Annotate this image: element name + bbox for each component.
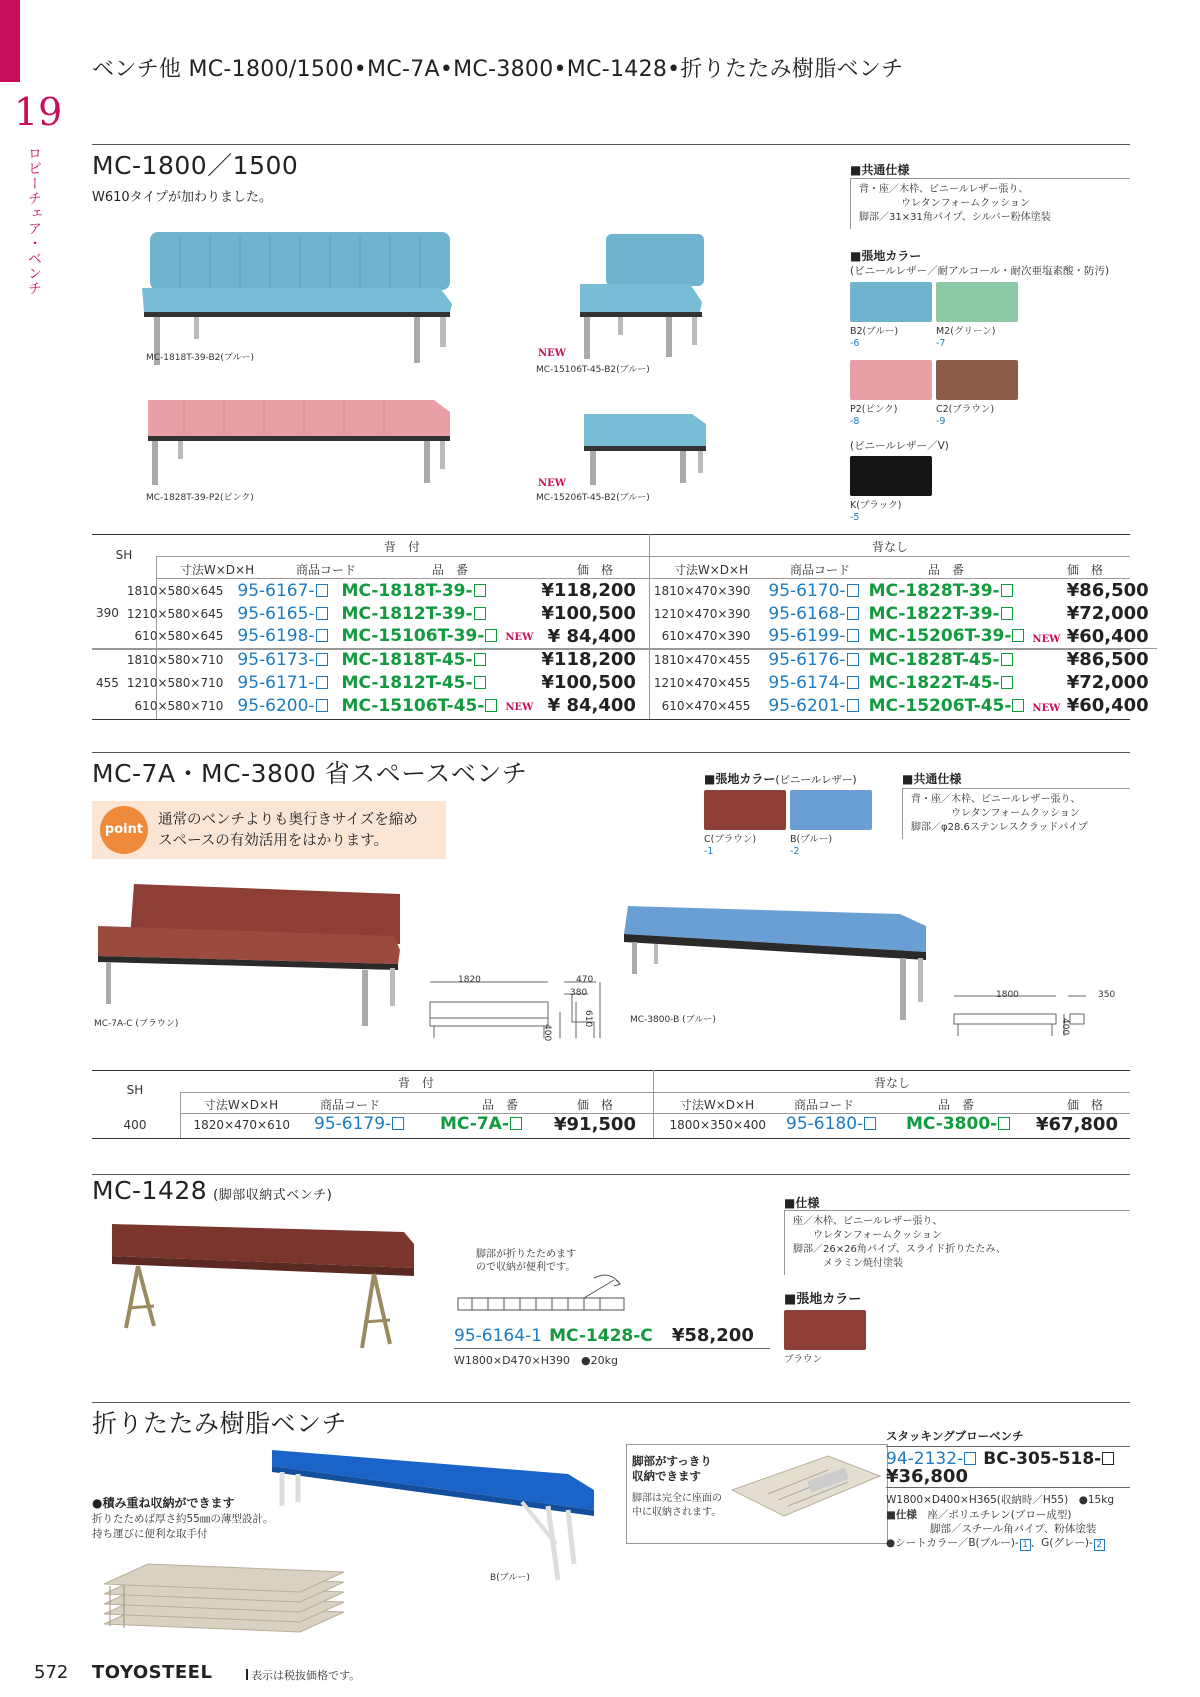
spec-line: ウレタンフォームクッション: [813, 1230, 942, 1241]
t2-col: 価 格: [1066, 1098, 1103, 1112]
s1-color-sub2: (ビニールレザー／V): [850, 440, 949, 452]
table-dim: 610×470×455: [661, 698, 751, 713]
swatch-label: M2(グリーン) -7: [936, 326, 996, 349]
swatch-b-blue: [790, 790, 872, 830]
table-price: ¥72,000: [1066, 603, 1149, 624]
new-badge: NEW: [538, 478, 566, 489]
table-prod: MC-15206T-45-: [868, 695, 1012, 716]
table-code: 95-6165-: [237, 603, 315, 624]
table-price: ¥60,400: [1066, 625, 1149, 647]
caption-mc3800: MC-3800-B (ブルー): [630, 1015, 716, 1025]
swatch-label: C(ブラウン) -1: [704, 834, 757, 857]
table-prod: MC-1828T-45-: [868, 649, 1000, 670]
table-price: ¥118,200: [541, 649, 636, 671]
caption-mc15206t: MC-15206T-45-B2(ブルー): [536, 493, 650, 503]
spec-line: 背・座／木枠、ビニールレザー張り、: [911, 794, 1081, 805]
t2-code: 95-6180-: [786, 1114, 876, 1134]
table-dim: 610×580×710: [134, 698, 224, 713]
fold-line: 中に収納されます。: [632, 1507, 722, 1518]
dim-label: 400: [542, 1024, 552, 1042]
s4-seat-color: ●シートカラー／B(ブルー)- 1 、G(グレー)- 2: [886, 1536, 1105, 1551]
s2-spec-box: [902, 788, 1130, 839]
bench-image-mc3800: [620, 898, 930, 1022]
table-price: ¥86,500: [1066, 649, 1149, 671]
s4-price: ¥36,800: [886, 1466, 1130, 1488]
chapter-number: 19: [14, 90, 63, 134]
swatch-k-black: [850, 456, 932, 496]
t1-col: 商品コード: [295, 563, 356, 577]
t2-sh-header: SH: [126, 1083, 144, 1097]
t1-col: 品 番: [927, 563, 964, 577]
t2-vrule: [653, 1070, 654, 1138]
s4-size: W1800×D400×H365(収納時／H55) ●15kg: [886, 1494, 1114, 1506]
s2-color-heading: ■張地カラー(ビニールレザー): [704, 772, 857, 786]
t1-group-back: 背 付: [383, 540, 420, 554]
point-label: point: [104, 822, 144, 837]
s3-code: 95-6164-1: [454, 1326, 542, 1346]
swatch-label: K(ブラック) -5: [850, 500, 902, 523]
spec-line: ウレタンフォームクッション: [951, 808, 1080, 819]
t2-bottom-rule: [92, 1138, 1130, 1139]
fold-heading-line: 収納できます: [632, 1469, 701, 1483]
dim-label: 1820: [458, 975, 481, 985]
table-row: [92, 625, 1157, 648]
fold-note-desc: [632, 1492, 722, 1520]
t1-rule: [156, 556, 1130, 557]
table-code: 95-6174-: [768, 672, 846, 693]
table-code: 95-6198-: [237, 626, 315, 647]
t1-col: 品 番: [431, 563, 468, 577]
t1-col: 寸法W×D×H: [673, 563, 749, 577]
price-table-1: [92, 579, 1157, 717]
table-row: [92, 579, 1157, 602]
table-code: 95-6171-: [237, 672, 315, 693]
dim-label: 470: [576, 975, 594, 985]
table-dim: 1810×470×390: [653, 583, 751, 598]
t2-col: 価 格: [576, 1098, 613, 1112]
s1-spec-heading: ■共通仕様: [850, 163, 910, 177]
table-row: [92, 694, 1157, 717]
table-code: 95-6173-: [237, 649, 315, 670]
section-rule-3: [92, 1174, 1130, 1175]
caption-mc7a: MC-7A-C (ブラウン): [94, 1019, 179, 1029]
t2-code: 95-6179-: [314, 1114, 404, 1134]
caption-mc1818t: MC-1818T-39-B2(ブルー): [146, 353, 255, 363]
swatch-label: C2(ブラウン) -9: [936, 404, 995, 427]
spec-line: 脚部／スチール角パイプ、粉体塗装: [930, 1523, 1097, 1535]
chapter-label: ロビーチェア・ベンチ: [26, 146, 42, 296]
point-line: 通常のベンチよりも奥行きサイズを縮め: [158, 812, 418, 828]
table-prod: MC-1822T-45-: [868, 672, 1000, 693]
t2-price: ¥67,800: [1036, 1114, 1118, 1135]
side-tab-bar: [0, 0, 20, 82]
table-row: [92, 602, 1157, 625]
bench-image-mc15206t: [580, 410, 710, 486]
table-code: 95-6167-: [237, 580, 315, 601]
t2-col: 寸法W×D×H: [679, 1098, 755, 1112]
table-prod: MC-15106T-39-: [341, 626, 485, 647]
fold-note-text: [632, 1454, 712, 1484]
s3-spec-box: [784, 1210, 1130, 1275]
table-price: ¥ 84,400: [547, 625, 636, 647]
t1-col: 価 格: [576, 563, 613, 577]
bench-image-mc1428: [108, 1218, 418, 1358]
t2-col: 商品コード: [793, 1098, 854, 1112]
spec-line: 脚部／26×26角パイプ、スライド折りたたみ、: [793, 1244, 1007, 1255]
section-rule-1: [92, 144, 1130, 145]
table-price: ¥100,500: [541, 672, 636, 693]
new-badge: NEW: [505, 632, 534, 644]
s4-stack-heading: ●積み重ね収納ができます: [92, 1496, 235, 1510]
t1-col: 価 格: [1066, 563, 1103, 577]
table-dim: 1210×470×390: [653, 606, 751, 621]
spec-line: 脚部／31×31角パイプ、シルバー粉体塗装: [859, 212, 1051, 223]
swatch-c-brown: [704, 790, 786, 830]
s4-spec-label: ■仕様: [886, 1509, 917, 1521]
table-prod: MC-1818T-39-: [341, 580, 473, 601]
dim-label: 380: [570, 988, 588, 998]
table-row: [92, 671, 1157, 694]
table-code: 95-6176-: [768, 649, 846, 670]
table-prod: MC-15106T-45-: [341, 695, 485, 716]
table-sh: 390: [96, 606, 119, 621]
t2-price: ¥91,500: [554, 1114, 636, 1135]
table-price: ¥60,400: [1066, 695, 1149, 716]
section3-title: MC-1428 (脚部収納式ベンチ): [92, 1176, 333, 1205]
note-line: 脚部が折りたためます: [476, 1249, 576, 1260]
table-price: ¥86,500: [1066, 580, 1149, 601]
table-dim: 1210×470×455: [653, 675, 751, 690]
swatch-m2-green: [936, 282, 1018, 322]
swatch-label: ブラウン: [784, 1354, 823, 1365]
table-prod: MC-1828T-39-: [868, 580, 1000, 601]
table-code: 95-6200-: [237, 695, 315, 716]
t1-bottom-rule: [92, 719, 1130, 720]
bench-image-mc1828t: [144, 396, 454, 488]
table-dim: 1810×580×645: [126, 583, 224, 598]
new-badge: NEW: [1032, 703, 1061, 714]
table-price: ¥ 84,400: [547, 695, 636, 716]
stacked-benches-image: [100, 1546, 350, 1638]
table-prod: MC-15206T-39-: [868, 626, 1012, 647]
s3-prod: MC-1428-C: [549, 1326, 653, 1346]
spec-line: 脚部／φ28.6ステンレスクラッドパイプ: [911, 822, 1088, 833]
fold-line: 脚部は完全に座面の: [632, 1493, 722, 1504]
s4-product-heading: スタッキングブローベンチ: [886, 1429, 1024, 1443]
t2-group-back: 背 付: [397, 1076, 434, 1090]
t2-col: 品 番: [937, 1098, 974, 1112]
spec-line: 座／木枠、ビニールレザー張り、: [793, 1216, 943, 1227]
spec-line: メラミン焼付塗装: [823, 1258, 903, 1269]
table-code: 95-6168-: [768, 603, 846, 624]
spec-line: 座／ポリエチレン(ブロー成型): [927, 1509, 1072, 1521]
caption-bc305: B(ブルー): [490, 1573, 530, 1583]
t2-vrule: [180, 1092, 181, 1138]
footer-page-number: 572: [34, 1662, 69, 1683]
table-prod: MC-1818T-45-: [341, 649, 473, 670]
t2-col: 寸法W×D×H: [203, 1098, 279, 1112]
table-code: 95-6170-: [768, 580, 846, 601]
t2-col: 商品コード: [319, 1098, 380, 1112]
table-code: 95-6201-: [768, 695, 846, 716]
table-dim: 1810×470×455: [653, 652, 751, 667]
caption-mc1828t: MC-1828T-39-P2(ピンク): [146, 493, 254, 503]
swatch-brown: [784, 1310, 866, 1350]
table-dim: 1210×580×645: [126, 606, 224, 621]
table-sh: 455: [96, 675, 119, 690]
caption-mc15106t: MC-15106T-45-B2(ブルー): [536, 365, 650, 375]
table-dim: 1210×580×710: [126, 675, 224, 690]
s4-code: 94-2132-: [886, 1449, 976, 1469]
table-code: 95-6199-: [768, 626, 846, 647]
s2-spec-heading: ■共通仕様: [902, 772, 962, 786]
point-line: スペースの有効活用をはかります。: [158, 833, 389, 849]
new-badge: NEW: [505, 701, 534, 713]
section2-title: MC-7A・MC-3800 省スペースベンチ: [92, 759, 528, 788]
swatch-label: P2(ピンク) -8: [850, 404, 898, 427]
t2-sh: 400: [123, 1118, 147, 1132]
t2-group-noback: 背なし: [873, 1076, 910, 1090]
t1-col: 商品コード: [789, 563, 850, 577]
table-prod: MC-1822T-39-: [868, 603, 1000, 624]
t1-group-noback: 背なし: [871, 540, 908, 554]
fold-heading-line: 脚部がすっきり: [632, 1454, 712, 1468]
t1-col: 寸法W×D×H: [179, 563, 255, 577]
section-rule-2: [92, 752, 1130, 753]
s3-order-line: [454, 1325, 770, 1349]
table-prod: MC-1812T-39-: [341, 603, 473, 624]
stack-line: 折りたためば厚さ約55㎜の薄型設計。: [92, 1513, 274, 1525]
s1-spec-box: [850, 178, 1130, 229]
s1-color-heading: ■張地カラー: [850, 249, 922, 263]
table-prod: MC-1812T-45-: [341, 672, 473, 693]
section1-subtitle: W610タイプが加わりました。: [92, 190, 273, 205]
s3-spec-heading: ■仕様: [784, 1196, 820, 1210]
t2-prod: MC-3800-: [906, 1114, 1010, 1134]
section1-title: MC-1800／1500: [92, 151, 299, 180]
t2-prod: MC-7A-: [440, 1114, 522, 1134]
spec-line: 背・座／木枠、ビニールレザー張り、: [859, 184, 1029, 195]
swatch-label: B2(ブルー) -6: [850, 326, 899, 349]
bench-image-mc7a: [94, 880, 404, 1030]
note-line: ので収納が便利です。: [476, 1262, 576, 1273]
new-badge: NEW: [538, 348, 566, 359]
spec-line: ウレタンフォームクッション: [901, 198, 1030, 209]
t2-col: 品 番: [481, 1098, 518, 1112]
s4-spec: [886, 1508, 1105, 1551]
table-price: ¥100,500: [541, 603, 636, 624]
point-text: [158, 810, 418, 852]
table-dim: 610×580×645: [134, 629, 224, 644]
table2-top-rule: [92, 1070, 1130, 1071]
table-dim: 610×470×390: [661, 629, 751, 644]
folding-diagram-mc1428: [454, 1270, 634, 1320]
s4-prod: BC-305-518-: [983, 1449, 1114, 1469]
s3-size: W1800×D470×H390 ●20kg: [454, 1354, 618, 1367]
table-row: [92, 648, 1157, 671]
footer-brand: TOYOSTEEL: [92, 1662, 213, 1683]
point-badge: [100, 806, 148, 854]
dim-label: 1800: [996, 990, 1019, 1000]
dim-label: 350: [1098, 990, 1116, 1000]
section-rule-4: [92, 1402, 1130, 1403]
t1-sh-header: SH: [115, 548, 133, 562]
bench-image-mc15106t: [570, 232, 710, 362]
bench-image-mc1818t: [140, 228, 460, 368]
table1-top-rule: [92, 534, 1130, 535]
swatch-b2-blue: [850, 282, 932, 322]
s3-color-heading: ■張地カラー: [784, 1292, 862, 1307]
section4-title: 折りたたみ樹脂ベンチ: [92, 1409, 348, 1438]
swatch-c2-brown: [936, 360, 1018, 400]
footer-note: 表示は税抜価格です。: [246, 1667, 360, 1683]
table-price: ¥118,200: [541, 580, 636, 601]
s4-stack-text: [92, 1512, 273, 1542]
page-header-title: ベンチ他 MC-1800/1500•MC-7A•MC-3800•MC-1428•折りたたみ樹脂ベンチ: [92, 57, 904, 82]
t2-rule: [180, 1092, 1130, 1093]
table-dim: 1810×580×710: [126, 652, 224, 667]
s1-color-sub: (ビニールレザー／耐アルコール・耐次亜塩素酸・防汚): [850, 265, 1110, 277]
t2-dim: 1800×350×400: [669, 1118, 766, 1132]
folded-legs-image: [728, 1450, 884, 1526]
dim-label: 400: [1060, 1018, 1070, 1036]
swatch-p2-pink: [850, 360, 932, 400]
dim-label: 610: [583, 1010, 593, 1028]
table-price: ¥72,000: [1066, 672, 1149, 693]
new-badge: NEW: [1032, 633, 1061, 645]
t2-dim: 1820×470×610: [193, 1118, 290, 1132]
swatch-label: B(ブルー) -2: [790, 834, 833, 857]
s3-price: ¥58,200: [671, 1325, 754, 1346]
stack-line: 持ち運びに便利な取手付: [92, 1528, 208, 1540]
